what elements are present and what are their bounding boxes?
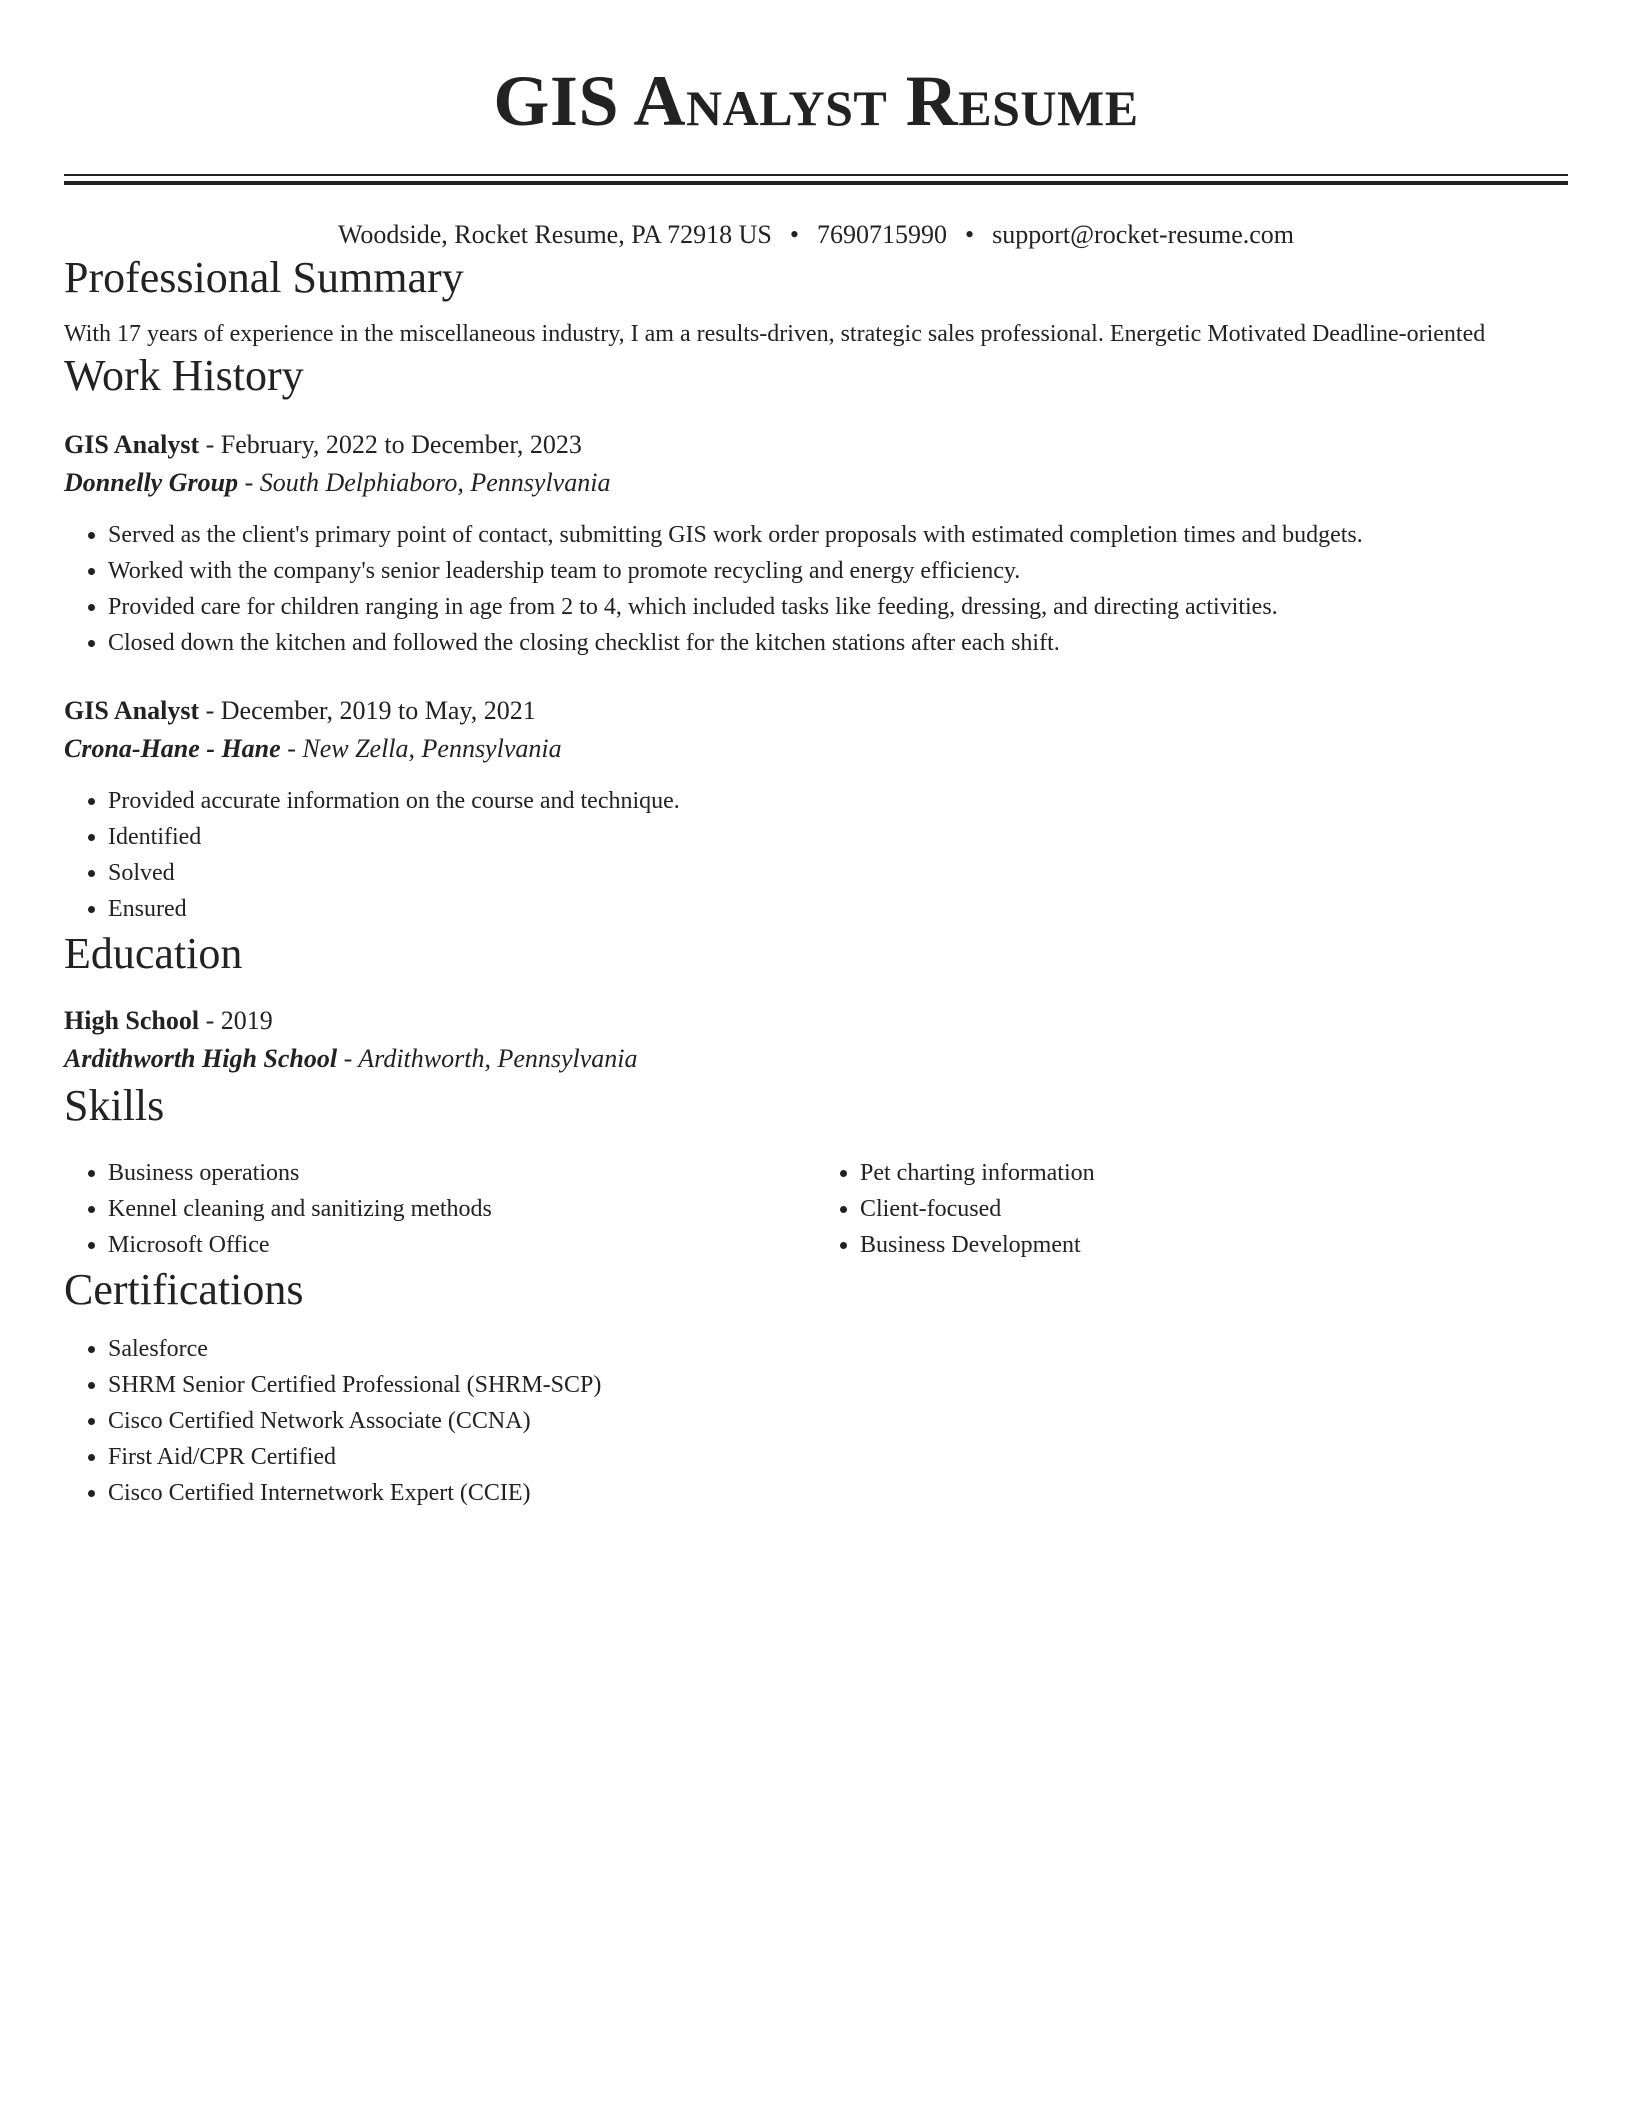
list-item: • Business operations: [108, 1155, 816, 1191]
list-item: • Client-focused: [860, 1191, 1568, 1227]
job-title-line: [64, 693, 1568, 729]
job-entry: [64, 693, 1568, 927]
job-company-line: [64, 463, 1568, 503]
certifications-heading: Certifications: [64, 1265, 304, 1314]
skills-heading: Skills: [64, 1081, 165, 1130]
job-title: GIS Analyst: [64, 696, 200, 725]
list-item: • Closed down the kitchen and followed the closing checklist for the kitchen stations after each shift.: [108, 625, 1568, 661]
contact-line: [64, 219, 1568, 251]
certifications-list: [64, 1331, 1568, 1511]
education-school: Ardithworth High School: [64, 1044, 338, 1073]
job-location: - New Zella, Pennsylvania: [280, 734, 562, 763]
job-title: GIS Analyst: [64, 430, 200, 459]
job-bullets: [64, 783, 1568, 927]
contact-separator: •: [789, 220, 799, 249]
title-divider-thin: [64, 174, 1568, 176]
skills-right-column: [816, 1155, 1568, 1263]
contact-separator: •: [964, 220, 975, 249]
list-item: • Ensured: [108, 891, 1568, 927]
education-year: - 2019: [199, 1006, 273, 1035]
resume-title: GIS Analyst Resume: [493, 61, 1139, 141]
job-bullets: [64, 517, 1568, 661]
list-item: • Solved: [108, 855, 1568, 891]
education-degree: High School: [64, 1006, 200, 1035]
job-company-line: [64, 729, 1568, 769]
list-item: • Pet charting information: [860, 1155, 1568, 1191]
contact-address: Woodside, Rocket Resume, PA 72918 US: [337, 220, 772, 249]
skills-grid: [64, 1155, 1568, 1263]
contact-phone: 7690715990: [816, 220, 947, 249]
education-school-line: [64, 1039, 1568, 1079]
list-item: • Provided accurate information on the course and technique.: [108, 783, 1568, 819]
education-entry: [64, 1003, 1568, 1079]
job-title-line: [64, 427, 1568, 463]
contact-email: support@rocket-resume.com: [992, 220, 1295, 249]
job-company: Crona-Hane - Hane: [64, 734, 281, 763]
list-item: • Salesforce: [108, 1331, 1568, 1367]
list-item: • Kennel cleaning and sanitizing methods: [108, 1191, 816, 1227]
education-degree-line: [64, 1003, 1568, 1039]
education-heading: Education: [64, 929, 243, 978]
list-item: • Served as the client's primary point of contact, submitting GIS work order proposals with estimated completion times and budgets.: [108, 517, 1568, 553]
list-item: • Provided care for children ranging in age from 2 to 4, which included tasks like feeding, dressing, and directing activities.: [108, 589, 1568, 625]
list-item: • Business Development: [860, 1227, 1568, 1263]
list-item: • SHRM Senior Certified Professional (SHRM-SCP): [108, 1367, 1568, 1403]
job-dates: - February, 2022 to December, 2023: [199, 430, 582, 459]
job-location: - South Delphiaboro, Pennsylvania: [238, 468, 611, 497]
list-item: • First Aid/CPR Certified: [108, 1439, 1568, 1475]
job-dates: - December, 2019 to May, 2021: [199, 696, 536, 725]
skills-left-column: [64, 1155, 816, 1263]
job-entry: [64, 427, 1568, 661]
job-company: Donnelly Group: [64, 468, 239, 497]
summary-text: With 17 years of experience in the miscellaneous industry, I am a results-driven, strategic sales professional. Energetic Motivated Deadline-oriented: [64, 321, 1486, 347]
work-history-heading: Work History: [64, 351, 304, 400]
list-item: • Cisco Certified Internetwork Expert (CCIE): [108, 1475, 1568, 1511]
list-item: • Identified: [108, 819, 1568, 855]
list-item: • Cisco Certified Network Associate (CCNA): [108, 1403, 1568, 1439]
title-divider-thick: [64, 181, 1568, 185]
summary-heading: Professional Summary: [64, 253, 464, 302]
list-item: • Microsoft Office: [108, 1227, 816, 1263]
education-location: - Ardithworth, Pennsylvania: [337, 1044, 638, 1073]
list-item: • Worked with the company's senior leadership team to promote recycling and energy efficiency.: [108, 553, 1568, 589]
